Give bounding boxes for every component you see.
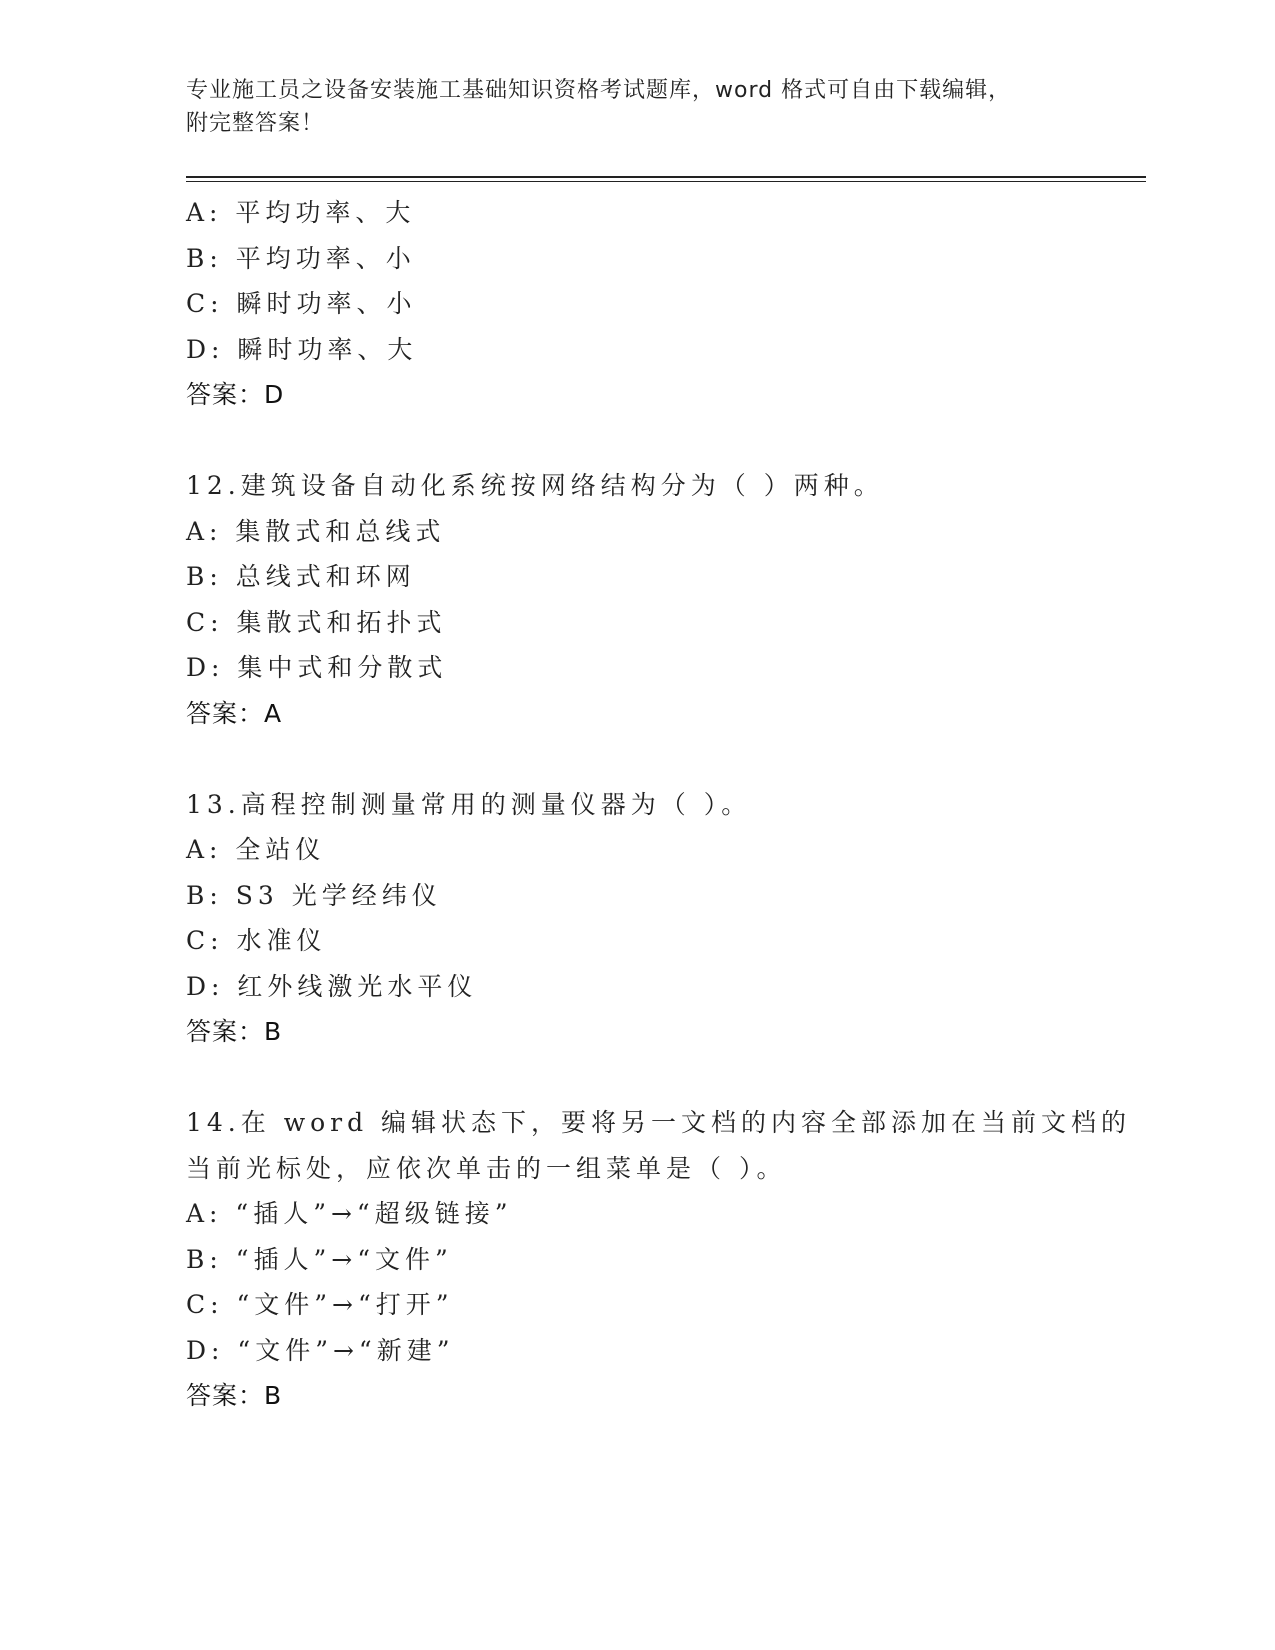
- q14-option-a: A: “插人”→“超级链接”: [186, 1199, 513, 1228]
- q14-stem-line-2: 当前光标处，应依次单击的一组菜单是（ ）。: [186, 1153, 787, 1183]
- spacer: [186, 1055, 1106, 1101]
- q12-option-d: D: 集中式和分散式: [186, 653, 448, 682]
- header-rule-thick: [186, 176, 1146, 178]
- q12-option-c: C: 集散式和拓扑式: [186, 607, 447, 637]
- spacer: [186, 736, 1106, 782]
- q11-option-a: A: 平均功率、大: [186, 198, 416, 227]
- q12-option-a: A: 集散式和总线式: [186, 516, 446, 546]
- document-header: [186, 74, 1086, 140]
- q14-stem-line-1: 14.在 word 编辑状态下，要将另一文档的内容全部添加在当前文档的: [186, 1108, 1132, 1137]
- question-14: [186, 1100, 1132, 1419]
- q13-option-a: A: 全站仪: [186, 835, 326, 864]
- q13-option-c: C: 水准仪: [186, 926, 327, 955]
- q13-option-b: B: S3 光学经纬仪: [186, 880, 442, 910]
- question-list: [186, 190, 1132, 1419]
- question-13: [186, 782, 1106, 1055]
- q11-answer: 答案：D: [186, 380, 285, 409]
- q13-answer: 答案：B: [186, 1017, 283, 1046]
- q14-option-d: D: “文件”→“新建”: [186, 1335, 455, 1365]
- q11-option-b: B: 平均功率、小: [186, 243, 416, 273]
- question-11: [186, 190, 1106, 418]
- q13-option-d: D: 红外线激光水平仪: [186, 971, 478, 1001]
- q11-option-c: C: 瞬时功率、小: [186, 289, 417, 318]
- q11-option-d: D: 瞬时功率、大: [186, 334, 418, 364]
- q12-stem: 12.建筑设备自动化系统按网络结构分为（ ）两种。: [186, 471, 884, 500]
- q14-option-b: B: “插人”→“文件”: [186, 1244, 453, 1274]
- header-line-1: 专业施工员之设备安装施工基础知识资格考试题库，word 格式可自由下载编辑，: [186, 78, 1012, 103]
- question-12: [186, 463, 1106, 736]
- spacer: [186, 418, 1106, 464]
- q14-option-c: C: “文件”→“打开”: [186, 1290, 454, 1319]
- q12-option-b: B: 总线式和环网: [186, 562, 416, 591]
- header-line-2: 附完整答案！: [186, 111, 325, 136]
- q12-answer: 答案：A: [186, 698, 283, 728]
- header-rule-thin: [186, 181, 1146, 182]
- q13-stem: 13.高程控制测量常用的测量仪器为（ ）。: [186, 789, 752, 819]
- q14-answer: 答案：B: [186, 1381, 283, 1410]
